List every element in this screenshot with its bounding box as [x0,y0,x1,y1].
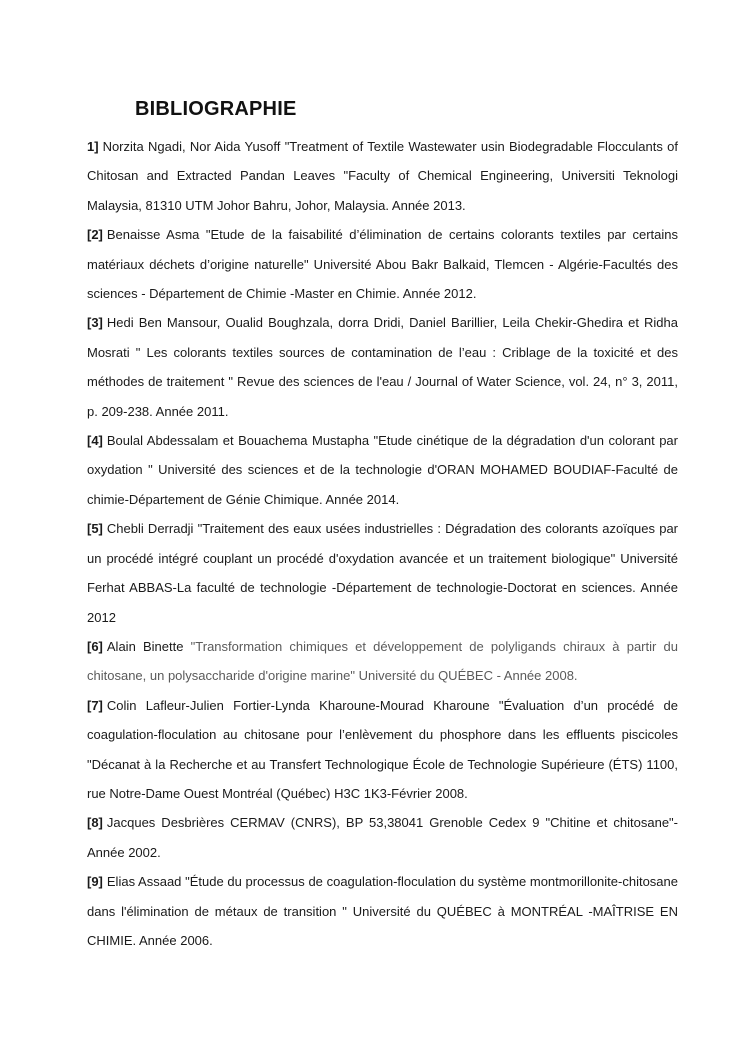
reference-number: [5] [87,521,103,537]
document-page [87,92,678,955]
reference-number: [8] [87,815,103,831]
reference-number: [4] [87,433,103,449]
reference-number: [7] [87,697,103,713]
reference-item-7 [87,691,678,809]
reference-text: Chebli Derradji "Traitement des eaux usées industrielles : Dégradation des colorants azoïques par un procédé intégré couplant un procédé d'oxydation avancée et un traitement biologique" Université Ferhat ABBAS-La faculté de technologie -Département de technologie-Doctorat en sciences. Année 2012 [87,521,678,625]
reference-text: "Transformation chimiques et développement de polyligands chiraux à partir du chitosane, un polysaccharide d'origine marine" Université du QUÉBEC - Année 2008. [87,638,678,684]
reference-text: Colin Lafleur-Julien Fortier-Lynda Kharoune-Mourad Kharoune "Évaluation d’un procédé de coagulation-floculation au chitosane pour l’enlèvement du phosphore dans les effluents piscicoles "Décanat à la Recherche et au Transfert Technologique École de Technologie Supérieure (ÉTS) 1100, rue Notre-Dame Ouest Montréal (Québec) H3C 1K3-Février 2008. [87,697,678,801]
reference-item-6 [87,632,678,691]
reference-number: [2] [87,227,103,243]
reference-item-5 [87,514,678,632]
reference-text: Norzita Ngadi, Nor Aida Yusoff "Treatment of Textile Wastewater usin Biodegradable Flocculants of Chitosan and Extracted Pandan Leaves "Faculty of Chemical Engineering, Universiti Teknologi Malaysia, 81310 UTM Johor Bahru, Johor, Malaysia. Année 2013. [87,139,678,213]
reference-number: [6] [87,638,103,654]
reference-text: Boulal Abdessalam et Bouachema Mustapha "Etude cinétique de la dégradation d'un colorant par oxydation " Université des sciences et de la technologie d'ORAN MOHAMED BOUDIAF-Faculté de chimie-Département de Génie Chimique. Année 2014. [87,433,678,507]
reference-number: 1] [87,139,99,154]
reference-author: Alain Binette [106,638,184,654]
reference-item-8 [87,808,678,867]
reference-number: [9] [87,874,103,890]
reference-list [87,132,678,955]
reference-item-1 [87,132,678,220]
reference-number: [3] [87,315,103,331]
reference-item-3 [87,308,678,426]
page-title: BIBLIOGRAPHIE [135,98,297,120]
reference-item-9 [87,867,678,955]
reference-item-4 [87,426,678,514]
reference-text: Benaisse Asma "Etude de la faisabilité d’élimination de certains colorants textiles par certains matériaux déchets d’origine naturelle" Université Abou Bakr Balkaid, Tlemcen - Algérie-Facultés des sciences - Département de Chimie -Master en Chimie. Année 2012. [87,227,678,302]
reference-text: Hedi Ben Mansour, Oualid Boughzala, dorra Dridi, Daniel Barillier, Leila Chekir-Ghedira et Ridha Mosrati " Les colorants textiles sources de contamination de l’eau : Criblage de la toxicité et des méthodes de traitement " Revue des sciences de l'eau / Journal of Water Science, vol. 24, n° 3, 2011, p. 209-238. Année 2011. [87,315,678,419]
reference-text: Jacques Desbrières CERMAV (CNRS), BP 53,38041 Grenoble Cedex 9 "Chitine et chitosane"-Année 2002. [87,815,678,860]
reference-text: Elias Assaad "Étude du processus de coagulation-floculation du système montmorillonite-chitosane dans l'élimination de métaux de transition " Université du QUÉBEC à MONTRÉAL -MAÎTRISE EN CHIMIE. Année 2006. [87,874,678,948]
reference-item-2 [87,220,678,308]
